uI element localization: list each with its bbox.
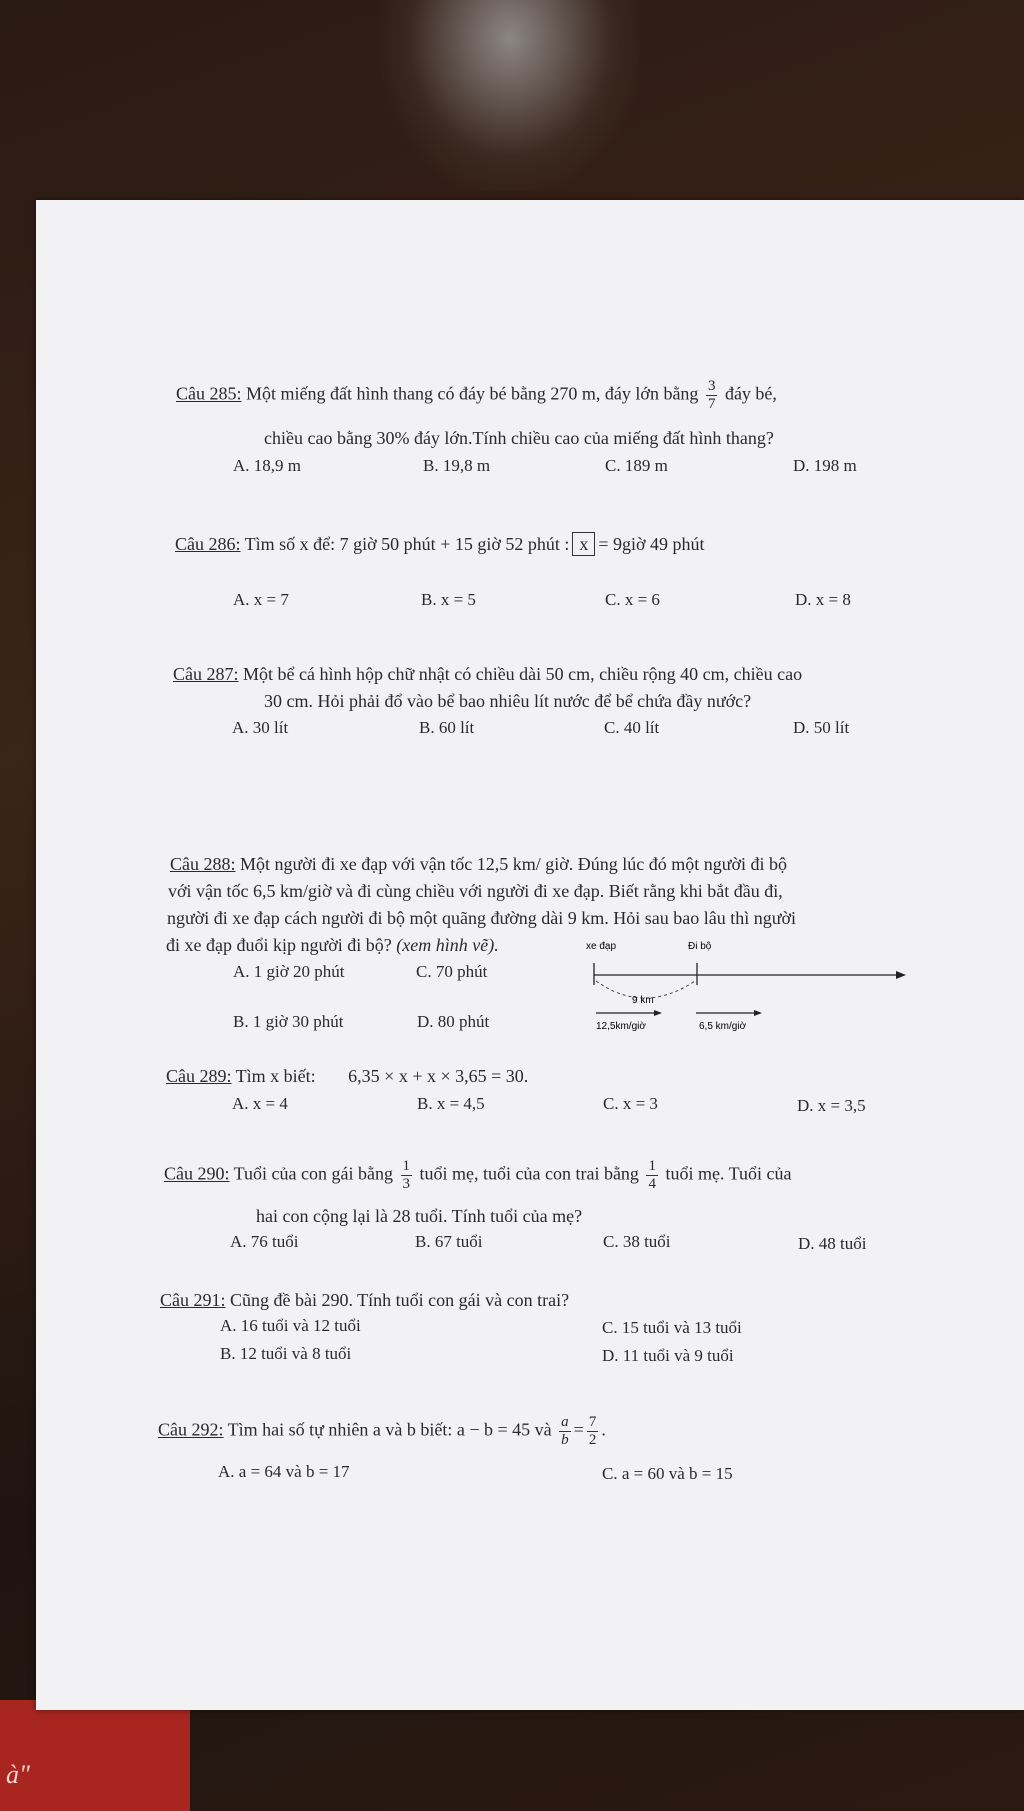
answer-d[interactable]: D. 50 lít [793, 718, 850, 737]
fraction-denominator: 7 [707, 396, 716, 412]
fraction-numerator: 1 [402, 1158, 410, 1174]
answer-b[interactable]: B. 19,8 m [423, 456, 491, 475]
question-text: tuổi mẹ. Tuổi của [660, 1163, 792, 1184]
question-text: Tìm số x để: 7 giờ 50 phút + 15 giờ 52 phút : [240, 534, 570, 554]
answer-c[interactable]: C. x = 6 [605, 590, 660, 609]
question-text: tuổi mẹ, tuổi của con trai bằng [415, 1163, 639, 1184]
answer-d[interactable]: D. 198 m [793, 456, 857, 475]
question-285-line2: chiều cao bằng 30% đáy lớn.Tính chiều cao của miếng đất hình thang? [264, 428, 774, 448]
answer-d[interactable]: D. x = 8 [795, 590, 851, 609]
answer-b[interactable]: B. x = 4,5 [417, 1094, 485, 1113]
answer-b[interactable]: B. 12 tuổi và 8 tuổi [220, 1344, 352, 1363]
answer-a[interactable]: A. x = 7 [233, 590, 289, 609]
fraction-numerator: 7 [588, 1414, 597, 1430]
question-text: Một bể cá hình hộp chữ nhật có chiều dài 50 cm, chiều rộng 40 cm, chiều cao [238, 664, 803, 684]
question-288-line3: người đi xe đạp cách người đi bộ một quãng đường dài 9 km. Hỏi sau bao lâu thì người [167, 908, 797, 928]
exam-paper [36, 200, 1024, 1710]
label-walk: Đi bộ [688, 941, 712, 952]
question-288-line2: với vận tốc 6,5 km/giờ và đi cùng chiều với người đi xe đạp. Biết rằng khi bắt đầu đi, [168, 881, 783, 901]
answer-c[interactable]: C. 40 lít [604, 718, 660, 737]
answer-a[interactable]: A. 1 giờ 20 phút [233, 962, 345, 981]
question-text: Tìm x biết: [231, 1066, 316, 1086]
question-text: Một người đi xe đạp với vận tốc 12,5 km/ giờ. Đúng lúc đó một người đi bộ [235, 854, 788, 874]
answer-a[interactable]: A. 76 tuổi [230, 1232, 299, 1251]
expression: 6,35 × x + x × 3,65 = 30. [348, 1066, 529, 1086]
equals-sign: = [573, 1419, 584, 1440]
question-text: = 9giờ 49 phút [598, 534, 705, 554]
motion-diagram [584, 935, 924, 1035]
question-note: (xem hình vẽ). [391, 935, 499, 955]
answer-c[interactable]: C. 70 phút [416, 962, 488, 981]
question-label: Câu 286: [175, 534, 241, 554]
question-text: Cũng đề bài 290. Tính tuổi con gái và con trai? [225, 1290, 570, 1310]
fraction-numerator: a [561, 1414, 569, 1430]
answer-d[interactable]: D. x = 3,5 [797, 1096, 866, 1115]
answer-d[interactable]: D. 48 tuổi [798, 1234, 867, 1253]
answer-c[interactable]: C. a = 60 và b = 15 [602, 1464, 733, 1483]
answer-c[interactable]: C. 15 tuổi và 13 tuổi [602, 1318, 742, 1337]
fraction-numerator: 1 [648, 1158, 656, 1174]
question-label: Câu 289: [166, 1066, 232, 1086]
fraction [646, 1158, 658, 1193]
question-text: Tìm hai số tự nhiên a và b biết: a − b = 45 và [223, 1419, 552, 1440]
light-glare [380, 0, 640, 190]
answer-a[interactable]: A. x = 4 [232, 1094, 288, 1113]
answer-c[interactable]: C. 38 tuổi [603, 1232, 671, 1251]
question-label: Câu 292: [158, 1419, 224, 1440]
fraction [401, 1158, 413, 1193]
question-label: Câu 290: [164, 1163, 230, 1184]
label-distance: 9 km [632, 995, 654, 1006]
fraction-denominator: 2 [588, 1432, 597, 1448]
answer-a[interactable]: A. 30 lít [232, 718, 289, 737]
label-bike: xe đạp [586, 941, 617, 952]
question-291 [160, 1286, 569, 1315]
answer-d[interactable]: D. 80 phút [417, 1012, 490, 1031]
question-288 [170, 850, 787, 879]
label-bike-speed: 12,5km/giờ [596, 1021, 646, 1032]
question-text: Một miếng đất hình thang có đáy bé bằng 270 m, đáy lớn bằng [241, 383, 699, 404]
answer-a[interactable]: A. 16 tuổi và 12 tuổi [220, 1316, 361, 1335]
answer-b[interactable]: B. x = 5 [421, 590, 476, 609]
road-arrow-head [896, 971, 906, 979]
question-288-line4 [166, 931, 499, 960]
fraction-denominator: 3 [402, 1176, 410, 1192]
question-text: đáy bé, [720, 383, 777, 404]
question-text: đi xe đạp đuổi kịp người đi bộ? [166, 935, 392, 955]
fraction [559, 1414, 571, 1449]
answer-c[interactable]: C. 189 m [605, 456, 668, 475]
question-285 [176, 378, 777, 413]
question-text: Tuổi của con gái bằng [229, 1163, 393, 1184]
question-label: Câu 285: [176, 383, 242, 404]
fraction-denominator: 4 [648, 1176, 656, 1192]
bike-speed-arrow-head [654, 1010, 662, 1016]
fraction-denominator: b [561, 1432, 569, 1448]
question-290 [164, 1158, 791, 1193]
period: . [601, 1419, 606, 1440]
fraction-numerator: 3 [707, 378, 716, 394]
question-292 [158, 1414, 606, 1449]
answer-a[interactable]: A. 18,9 m [233, 456, 301, 475]
fraction [587, 1414, 599, 1449]
answer-b[interactable]: B. 60 lít [419, 718, 475, 737]
question-label: Câu 287: [173, 664, 239, 684]
question-287 [173, 660, 802, 689]
corner-mark: à" [6, 1760, 30, 1789]
question-label: Câu 291: [160, 1290, 226, 1310]
question-289 [166, 1062, 528, 1091]
answer-b[interactable]: B. 1 giờ 30 phút [233, 1012, 344, 1031]
red-object [0, 1700, 190, 1811]
question-286 [175, 530, 705, 559]
answer-d[interactable]: D. 11 tuổi và 9 tuổi [602, 1346, 734, 1365]
question-label: Câu 288: [170, 854, 236, 874]
question-290-line2: hai con cộng lại là 28 tuổi. Tính tuổi của mẹ? [256, 1206, 583, 1226]
answer-b[interactable]: B. 67 tuổi [415, 1232, 483, 1251]
question-287-line2: 30 cm. Hỏi phải đổ vào bể bao nhiêu lít nước để bể chứa đầy nước? [264, 691, 752, 711]
boxed-x: x [572, 532, 595, 556]
label-walk-speed: 6,5 km/giờ [699, 1021, 747, 1032]
answer-a[interactable]: A. a = 64 và b = 17 [218, 1462, 350, 1481]
answer-c[interactable]: C. x = 3 [603, 1094, 658, 1113]
walk-speed-arrow-head [754, 1010, 762, 1016]
fraction [706, 378, 718, 413]
